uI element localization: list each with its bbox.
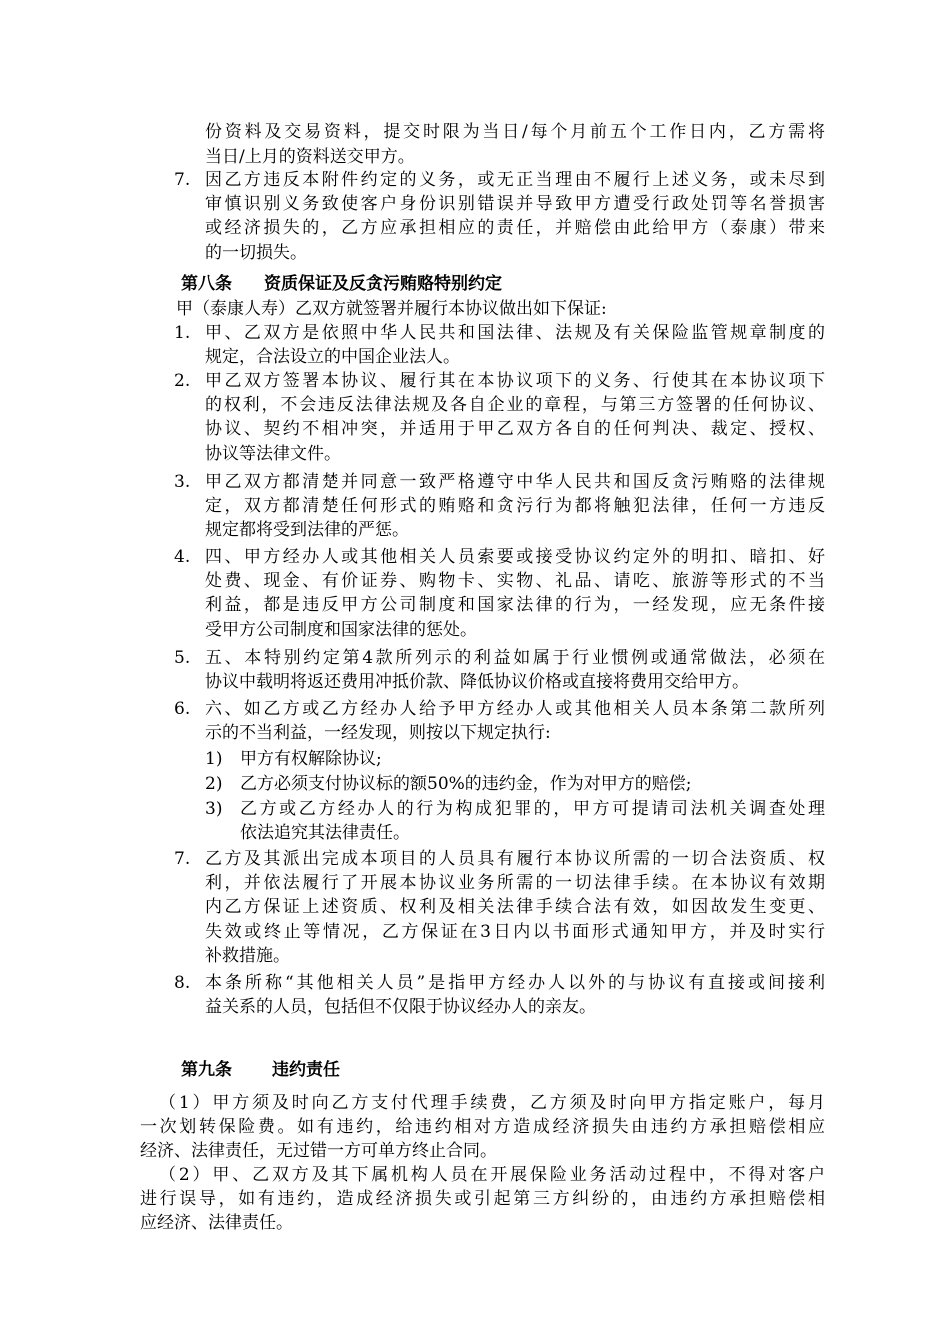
article8-item-line: 内乙方保证上述资质、权利及相关法律手续合法有效，如因故发生变更、 xyxy=(205,897,825,918)
article8-item-line: 本条所称“其他相关人员”是指甲方经办人以外的与协议有直接或间接利 xyxy=(205,973,825,993)
article8-item-number: 1. xyxy=(174,323,191,343)
prev-item-line: 审慎识别义务致使客户身份识别错误并导致甲方遭受行政处罚等名誉损害 xyxy=(205,194,825,215)
article8-item-line: 六、如乙方或乙方经办人给予甲方经办人或其他相关人员本条第二款所列 xyxy=(205,699,825,719)
article9-paragraph-line: （2）甲、乙双方及其下属机构人员在开展保险业务活动过程中，不得对客户 xyxy=(159,1165,825,1185)
article9-paragraph-line: 一次划转保险费。如有违约，给违约相对方造成经济损失由违约方承担赔偿相应 xyxy=(140,1117,825,1138)
prev-item-line: 或经济损失的，乙方应承担相应的责任，并赔偿由此给甲方（泰康）带来 xyxy=(205,218,825,239)
article8-item-line: 定，双方都清楚任何形式的贿赂和贪污行为都将触犯法律，任何一方违反 xyxy=(205,496,825,517)
article8-item-line: 甲乙双方都清楚并同意一致严格遵守中华人民共和国反贪污贿赂的法律规 xyxy=(205,472,825,492)
article8-item-number: 5. xyxy=(174,648,191,668)
article8-item-line: 受甲方公司制度和国家法律的惩处。 xyxy=(205,619,477,640)
article9-paragraph-line: 进行误导，如有违约，造成经济损失或引起第三方纠纷的，由违约方承担赔偿相 xyxy=(140,1189,825,1210)
article8-item-number: 2. xyxy=(174,371,191,391)
prev-item-number: 7. xyxy=(174,170,191,190)
article8-item-line: 甲、乙双方是依照中华人民共和国法律、法规及有关保险监管规章制度的 xyxy=(205,323,825,343)
article8-item-line: 甲乙双方签署本协议、履行其在本协议项下的义务、行使其在本协议项下 xyxy=(205,371,825,391)
article8-title: 资质保证及反贪污贿赂特别约定 xyxy=(264,274,502,294)
article9-heading xyxy=(181,1058,340,1082)
continued-line: 当日/上月的资料送交甲方。 xyxy=(205,147,415,167)
article8-item-number: 6. xyxy=(174,699,191,719)
prev-item-line: 的一切损失。 xyxy=(205,242,307,263)
article8-item-number: 8. xyxy=(174,973,191,993)
article8-item-line: 协议等法律文件。 xyxy=(205,443,341,464)
article8-item-line: 乙方及其派出完成本项目的人员具有履行本协议所需的一切合法资质、权 xyxy=(205,849,825,869)
article8-subitem-line: 甲方有权解除协议; xyxy=(240,749,382,769)
article8-item-line: 四、甲方经办人或其他相关人员索要或接受协议约定外的明扣、暗扣、好 xyxy=(205,547,825,567)
article8-subitem-line: 依法追究其法律责任。 xyxy=(240,823,410,844)
prev-item-line: 因乙方违反本附件约定的义务，或无正当理由不履行上述义务，或未尽到 xyxy=(205,170,825,190)
article8-item-number: 3. xyxy=(174,472,191,492)
article8-item-line: 协议中载明将返还费用冲抵价款、降低协议价格或直接将费用交给甲方。 xyxy=(205,672,749,693)
article8-heading xyxy=(181,272,502,296)
article8-item-line: 协议、契约不相冲突，并适用于甲乙双方各自的任何判决、裁定、授权、 xyxy=(205,419,825,440)
article8-item-line: 益关系的人员，包括但不仅限于协议经办人的亲友。 xyxy=(205,997,596,1018)
article8-item-number: 4. xyxy=(174,547,191,567)
article8-item-line: 处费、现金、有价证券、购物卡、实物、礼品、请吃、旅游等形式的不当 xyxy=(205,571,825,592)
article8-item-line: 五、本特别约定第4款所列示的利益如属于行业惯例或通常做法，必须在 xyxy=(205,648,825,668)
article8-item-line: 的权利，不会违反法律法规及各自企业的章程，与第三方签署的任何协议、 xyxy=(205,395,825,416)
article8-subitem-number: 2) xyxy=(205,774,223,794)
article8-item-line: 规定都将受到法律的严惩。 xyxy=(205,520,409,541)
article8-subitem-number: 3) xyxy=(205,799,223,819)
article9-paragraph-line: 经济、法律责任，无过错一方可单方终止合同。 xyxy=(140,1141,497,1162)
article8-item-line: 规定，合法设立的中国企业法人。 xyxy=(205,347,460,368)
article8-intro: 甲（泰康人寿）乙双方就签署并履行本协议做出如下保证: xyxy=(176,299,607,319)
article9-paragraph-line: （1）甲方须及时向乙方支付代理手续费，乙方须及时向甲方指定账户，每月 xyxy=(159,1093,825,1113)
article8-item-line: 利，并依法履行了开展本协议业务所需的一切法律手续。在本协议有效期 xyxy=(205,873,825,894)
article9-paragraph-line: 应经济、法律责任。 xyxy=(140,1213,293,1234)
article8-subitem-number: 1) xyxy=(205,749,223,769)
article8-subitem-line: 乙方或乙方经办人的行为构成犯罪的，甲方可提请司法机关调查处理 xyxy=(240,799,825,819)
article8-item-line: 利益，都是违反甲方公司制度和国家法律的行为，一经发现，应无条件接 xyxy=(205,595,825,616)
article8-subitem-line: 乙方必须支付协议标的额50%的违约金，作为对甲方的赔偿; xyxy=(240,774,692,794)
article9-number: 第九条 xyxy=(181,1060,232,1080)
article8-item-line: 失效或终止等情况，乙方保证在3日内以书面形式通知甲方，并及时实行 xyxy=(205,921,825,942)
article8-number: 第八条 xyxy=(181,274,232,294)
article8-item-line: 示的不当利益，一经发现，则按以下规定执行: xyxy=(205,723,551,744)
continued-line: 份资料及交易资料，提交时限为当日/每个月前五个工作日内，乙方需将 xyxy=(205,122,825,142)
article8-item-number: 7. xyxy=(174,849,191,869)
article8-item-line: 补救措施。 xyxy=(205,945,290,966)
article9-title: 违约责任 xyxy=(272,1060,340,1080)
